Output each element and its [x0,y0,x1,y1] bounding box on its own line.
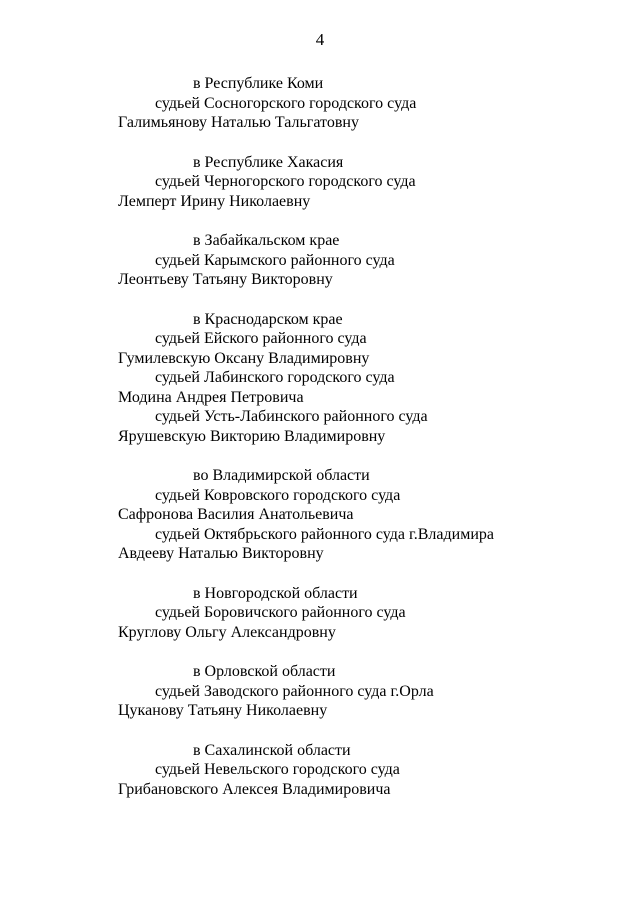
region-block [0,310,640,447]
appointments-list [0,74,640,799]
appointee-name: Ярушевскую Викторию Владимировну [118,427,386,445]
appointee-name: Лемперт Ирину Николаевну [118,192,311,210]
court-position: судьей Заводского районного суда г.Орла [155,682,434,700]
appointee-name: Галимьянову Наталью Тальгатовну [118,114,359,131]
region-block [0,231,640,290]
appointee-name: Леонтьеву Татьяну Викторовну [118,271,333,288]
region-heading: в Орловской области [193,663,336,680]
court-position: судьей Ейского районного суда [155,330,367,347]
appointee-name: Сафронова Василия Анатольевича [118,506,354,523]
court-position: судьей Невельского городского суда [155,761,400,778]
region-heading: в Сахалинской области [193,741,351,759]
region-block [0,466,640,564]
region-block [0,741,640,800]
appointee-name: Модина Андрея Петровича [118,388,304,406]
region-heading: в Республике Коми [193,75,324,92]
appointee-name: Авдееву Наталью Викторовну [118,545,324,562]
region-heading: во Владимирской области [193,467,370,484]
appointee-name: Круглову Ольгу Александровну [118,623,336,641]
appointee-name: Цуканову Татьяну Николаевну [118,702,328,719]
court-position: судьей Ковровского городского суда [155,486,401,504]
court-position: судьей Усть-Лабинского районного суда [155,408,428,425]
court-position: судьей Карымского районного суда [155,251,395,269]
region-heading: в Краснодарском крае [193,310,343,328]
appointee-name: Гумилевскую Оксану Владимировну [118,349,370,367]
court-position: судьей Сосногорского городского суда [155,94,417,112]
region-heading: в Республике Хакасия [193,153,344,171]
court-position: судьей Октябрьского районного суда г.Владимира [155,525,494,543]
court-position: судьей Черногорского городского суда [155,173,416,190]
region-block [0,584,640,643]
region-block [0,74,640,133]
court-position: судьей Боровичского районного суда [155,604,406,621]
region-heading: в Новгородской области [193,584,358,602]
court-position: судьей Лабинского городского суда [155,369,395,386]
region-block [0,153,640,212]
appointee-name: Грибановского Алексея Владимировича [118,780,391,798]
region-heading: в Забайкальском крае [193,232,340,249]
region-block [0,662,640,721]
page-number: 4 [315,30,325,49]
